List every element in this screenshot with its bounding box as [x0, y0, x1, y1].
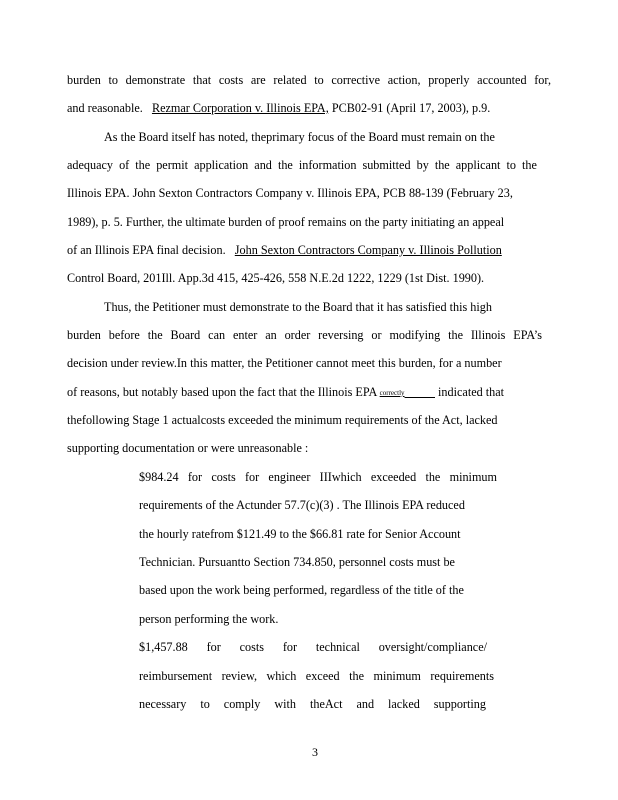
body-line: thefollowing Stage 1 actualcosts exceeded the minimum requirements of the Act, lacked: [67, 413, 498, 427]
bullet-line: necessary to comply with theAct and lacked supporting: [139, 697, 486, 711]
bullet-line: Technician. Pursuantto Section 734.850, personnel costs must be: [139, 555, 455, 569]
body-line: adequacy of the permit application and the information submitted by the applicant to the: [67, 158, 537, 172]
body-text: of an Illinois EPA final decision.: [67, 243, 226, 257]
blank-underline: [405, 385, 435, 399]
body-line: burden before the Board can enter an order reversing or modifying the Illinois EPA’s: [67, 328, 542, 342]
case-citation: Rezmar Corporation v. Illinois EPA,: [151, 101, 329, 115]
body-text: PCB02-91 (April 17, 2003), p.9.: [331, 101, 491, 115]
bullet-line: based upon the work being performed, regardless of the title of the: [139, 583, 464, 597]
bullet-line: reimbursement review, which exceed the minimum requirements: [139, 669, 494, 683]
body-text: and reasonable.: [67, 101, 143, 115]
body-text: indicated that: [438, 385, 505, 399]
page-number: 3: [312, 745, 318, 759]
bullet-line: $984.24 for costs for engineer IIIwhich exceeded the minimum: [139, 470, 497, 484]
bullet-line: requirements of the Actunder 57.7(c)(3) . The Illinois EPA reduced: [139, 498, 465, 512]
body-text: Control Board: [67, 271, 138, 285]
body-line: decision under review.In this matter, the Petitioner cannot meet this burden, for a number: [67, 356, 502, 370]
bullet-line: person performing the work.: [139, 612, 279, 626]
body-line: 1989), p. 5. Further, the ultimate burden of proof remains on the party initiating an appeal: [67, 215, 505, 229]
handwritten-insert: correctly: [379, 389, 405, 397]
body-line: burden to demonstrate that costs are related to corrective action, properly accounted for,: [67, 73, 551, 87]
body-text: , 201Ill. App.3d 415, 425-426, 558 N.E.2d 1222, 1229 (1st Dist. 1990).: [137, 271, 485, 285]
body-line: [67, 384, 504, 401]
paragraph-start: As the Board itself has noted, theprimary focus of the Board must remain on the: [104, 130, 495, 144]
body-line: supporting documentation or were unreasonable :: [67, 441, 309, 455]
bullet-line: the hourly ratefrom $121.49 to the $66.81 rate for Senior Account: [139, 527, 461, 541]
bullet-line: $1,457.88 for costs for technical oversight/compliance/: [139, 640, 487, 654]
body-line: [67, 270, 484, 286]
body-text: of reasons, but notably based upon the fact that the Illinois EPA: [67, 385, 377, 399]
body-line: Illinois EPA. John Sexton Contractors Company v. Illinois EPA, PCB 88-139 (February 23,: [67, 186, 513, 200]
case-citation: John Sexton Contractors Company v. Illinois Pollution: [234, 243, 502, 257]
body-line: [67, 100, 490, 116]
body-line: [67, 242, 502, 258]
paragraph-start: Thus, the Petitioner must demonstrate to the Board that it has satisfied this high: [104, 300, 492, 314]
